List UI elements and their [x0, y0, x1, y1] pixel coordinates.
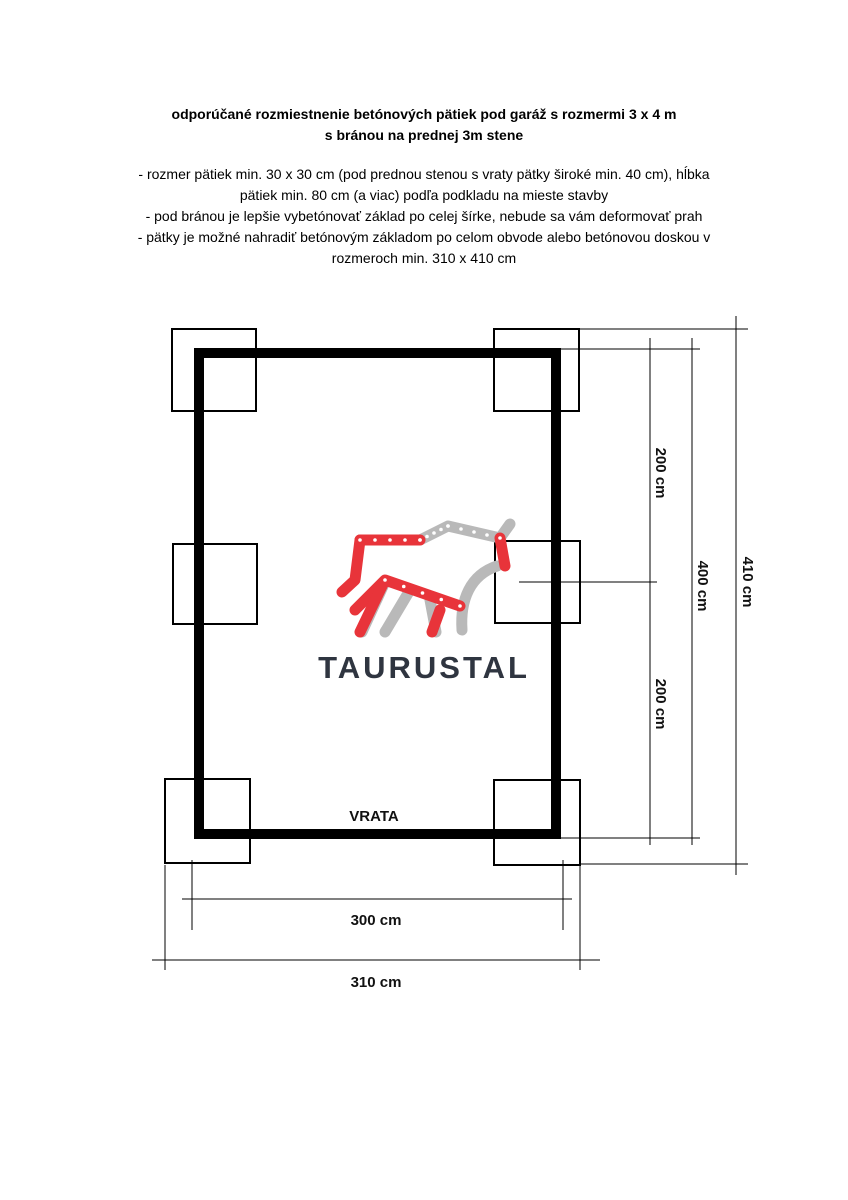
gate-label: VRATA	[349, 808, 399, 825]
logo-rivet	[439, 598, 443, 602]
logo-rivet	[425, 535, 429, 539]
logo-rivet	[446, 524, 450, 528]
footing-bottom-right	[494, 780, 580, 865]
dim-label-300: 300 cm	[350, 912, 402, 929]
dim-label-200-bottom: 200 cm	[652, 678, 669, 730]
dim-label-400: 400 cm	[694, 560, 711, 612]
logo-rivet	[403, 538, 407, 542]
note-line: - rozmer pätiek min. 30 x 30 cm (pod prednou stenou s vraty pätky široké min. 40 cm), hĺbka	[138, 166, 710, 182]
logo-rivet	[402, 585, 406, 589]
logo-rivet	[498, 536, 502, 540]
logo-rivet	[458, 604, 462, 608]
logo-rivet	[432, 531, 436, 535]
logo-rivet	[383, 578, 387, 582]
logo-rivet	[388, 538, 392, 542]
logo-rivet	[439, 528, 443, 532]
logo-rivet	[418, 538, 422, 542]
footing-mid-left	[173, 544, 257, 624]
footing-bottom-left	[165, 779, 250, 863]
dim-label-310: 310 cm	[350, 974, 402, 991]
footing-top-right	[494, 329, 579, 411]
note-line: - pätky je možné nahradiť betónovým základom po celom obvode alebo betónovou doskou v	[137, 229, 711, 245]
note-line: pätiek min. 80 cm (a viac) podľa podkladu na mieste stavby	[239, 187, 609, 203]
logo-rivet	[358, 538, 362, 542]
title-line-1: odporúčané rozmiestnenie betónových pätiek pod garáž s rozmermi 3 x 4 m	[171, 106, 677, 122]
logo-red-tail	[342, 540, 360, 592]
note-line: rozmeroch min. 310 x 410 cm	[331, 250, 517, 266]
logo-red-neck	[500, 538, 505, 566]
logo-rivet	[472, 530, 476, 534]
title-line-2: s bránou na prednej 3m stene	[324, 127, 524, 143]
logo-rivet	[421, 591, 425, 595]
dim-label-410: 410 cm	[739, 556, 756, 608]
logo-rivet	[373, 538, 377, 542]
logo-gray-leg-2	[385, 590, 410, 632]
logo-red-hind-leg	[432, 610, 440, 632]
logo-rivet	[485, 533, 489, 537]
logo-rivet	[459, 527, 463, 531]
logo-gray-leg-4	[462, 566, 497, 630]
taurustal-logo	[318, 524, 530, 685]
logo-wordmark: TAURUSTAL	[318, 650, 530, 685]
dim-label-200-top: 200 cm	[652, 447, 669, 499]
footing-top-left	[172, 329, 256, 411]
note-line: - pod bránou je lepšie vybetónovať základ po celej šírke, nebude sa vám deformovať prah	[145, 208, 703, 224]
dimension-lines	[152, 316, 748, 970]
